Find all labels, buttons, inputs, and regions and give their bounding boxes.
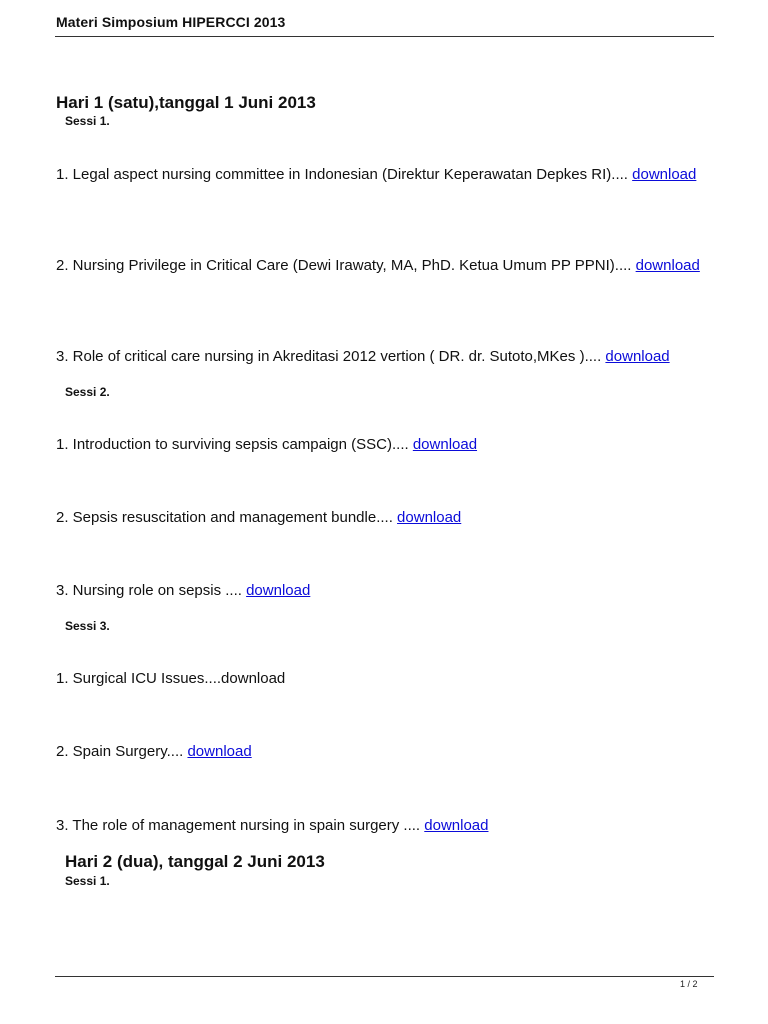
day-1-session-3-item-2 xyxy=(56,742,716,761)
day-1-session-1-item-2 xyxy=(56,256,716,275)
item-text: 1. Surgical ICU Issues....download xyxy=(56,670,286,687)
footer-divider xyxy=(55,976,714,977)
day-1-session-1-item-3 xyxy=(56,347,716,366)
header-divider xyxy=(55,36,714,37)
item-text: 3. Role of critical care nursing in Akreditasi 2012 vertion ( DR. dr. Sutoto,MKes ).... xyxy=(56,348,602,365)
day-1-session-2-item-1 xyxy=(56,435,716,454)
day-1-session-2-label: Sessi 2. xyxy=(65,385,110,399)
day-1-session-2-item-2 xyxy=(56,508,716,527)
day-1-session-2-item-3 xyxy=(56,581,716,600)
day-1-heading: Hari 1 (satu),tanggal 1 Juni 2013 xyxy=(56,93,316,112)
download-link[interactable]: download xyxy=(605,348,670,365)
download-link[interactable]: download xyxy=(632,166,697,183)
item-text: 2. Spain Surgery.... xyxy=(56,743,184,760)
download-link[interactable]: download xyxy=(412,436,478,453)
download-link[interactable]: download xyxy=(187,743,252,760)
item-text: 1. Legal aspect nursing committee in Indonesian (Direktur Keperawatan Depkes RI).... xyxy=(56,166,628,183)
page-number: 1 / 2 xyxy=(680,979,698,989)
day-1-session-1-label: Sessi 1. xyxy=(65,114,110,128)
document-header-title: Materi Simposium HIPERCCI 2013 xyxy=(56,14,286,30)
item-text: 2. Sepsis resuscitation and management bundle.... xyxy=(56,509,393,526)
item-text: 3. The role of management nursing in spain surgery .... xyxy=(56,817,421,834)
item-text: 3. Nursing role on sepsis .... xyxy=(56,582,242,599)
day-1-session-3-item-1 xyxy=(56,669,716,688)
download-link[interactable]: download xyxy=(397,509,462,526)
download-link[interactable]: download xyxy=(424,817,489,834)
download-link[interactable]: download xyxy=(246,582,311,599)
day-1-session-1-item-1 xyxy=(56,165,716,184)
day-1-session-3-item-3 xyxy=(56,816,716,835)
day-1-session-3-label: Sessi 3. xyxy=(65,619,110,633)
item-text: 2. Nursing Privilege in Critical Care (Dewi Irawaty, MA, PhD. Ketua Umum PP PPNI).... xyxy=(56,257,632,274)
item-text: 1. Introduction to surviving sepsis campaign (SSC).... xyxy=(56,436,409,453)
day-2-heading: Hari 2 (dua), tanggal 2 Juni 2013 xyxy=(65,852,325,871)
day-2-session-1-label: Sessi 1. xyxy=(65,874,110,888)
download-link[interactable]: download xyxy=(635,257,700,274)
